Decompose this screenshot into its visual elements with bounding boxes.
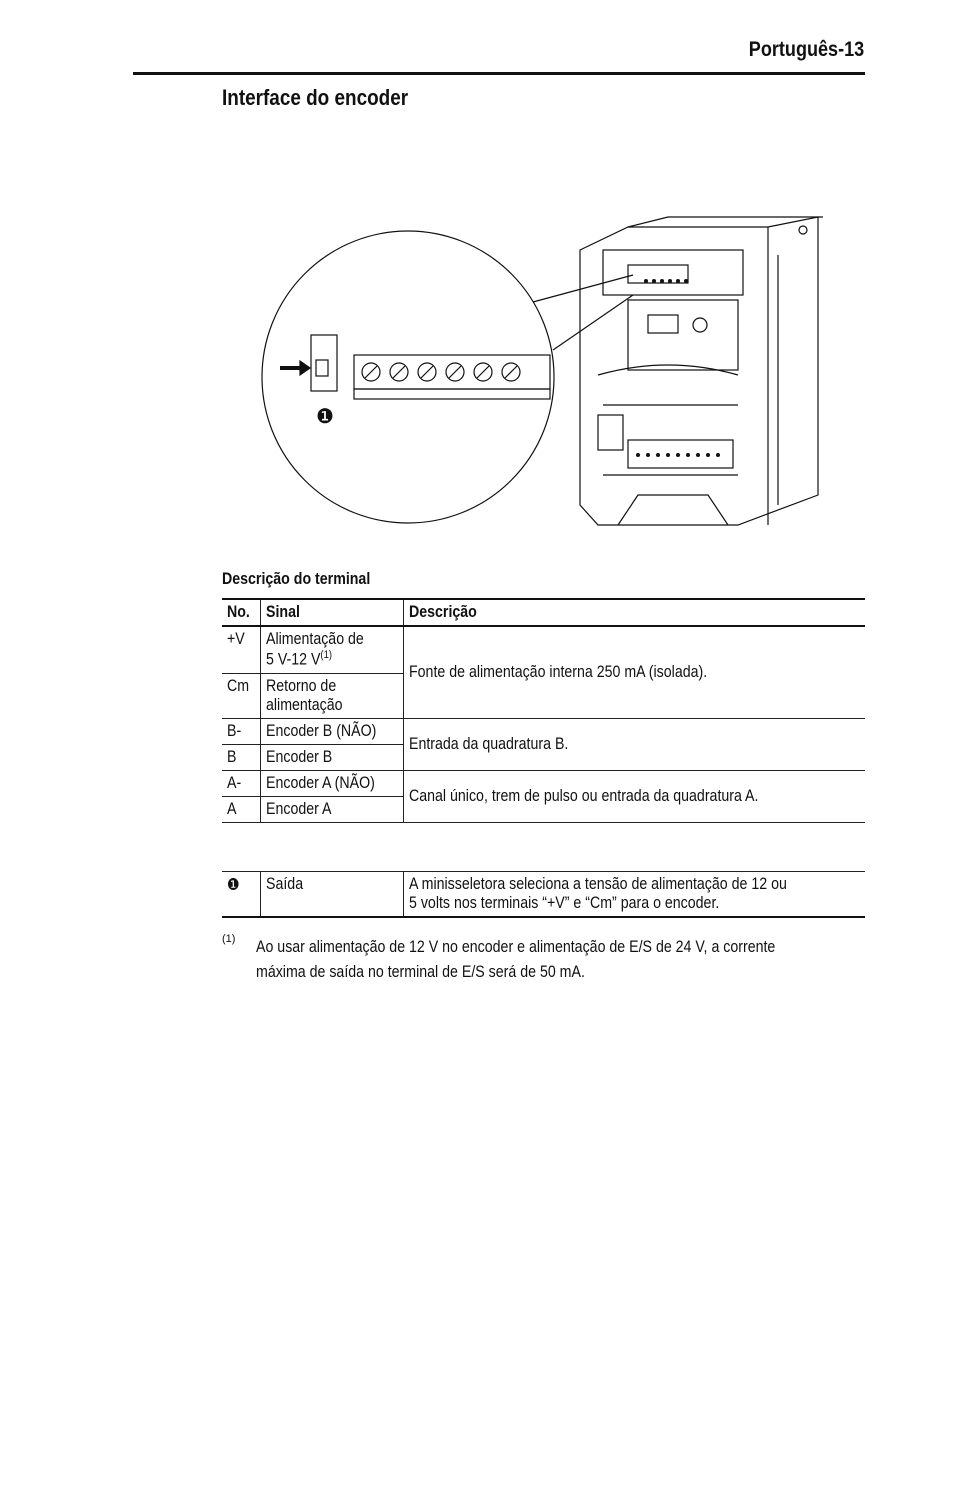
terminal-block	[354, 355, 550, 399]
terminal-signal: Encoder B (NÃO)	[261, 718, 404, 744]
terminal-description: Fonte de alimentação interna 250 mA (isolada).	[404, 626, 866, 718]
terminal-no: Cm	[222, 673, 261, 718]
footnote-line: Ao usar alimentação de 12 V no encoder e alimentação de E/S de 24 V, a corrente	[256, 938, 776, 956]
terminal-no: B	[222, 744, 261, 770]
terminal-signal: Encoder B	[261, 744, 404, 770]
table-row	[222, 718, 865, 744]
terminal-screws	[362, 363, 520, 381]
page-header	[730, 38, 864, 62]
dip-switch	[311, 335, 337, 391]
terminal-signal: Retorno de alimentação	[261, 673, 404, 718]
table-caption: Descrição do terminal	[222, 570, 371, 588]
footnote-ref: (1)	[320, 649, 333, 661]
magnifier-circle	[262, 231, 554, 523]
column-header-no: No.	[222, 599, 261, 626]
column-header-description: Descrição	[404, 599, 866, 626]
footnote-mark: (1)	[222, 933, 236, 945]
page-number: Português-13	[748, 38, 864, 61]
terminal-table	[222, 598, 865, 823]
terminal-signal: Encoder A	[261, 796, 404, 822]
table-row	[222, 770, 865, 796]
magnifier-line-top	[533, 275, 633, 302]
column-header-signal: Sinal	[261, 599, 404, 626]
encoder-figure	[258, 205, 833, 545]
terminal-no: B-	[222, 718, 261, 744]
header-rule	[133, 72, 865, 75]
terminal-no: +V	[222, 626, 261, 673]
terminal-signal: Saída	[261, 872, 404, 918]
terminal-no: A-	[222, 770, 261, 796]
terminal-description: A minisseletora seleciona a tensão de alimentação de 12 ou 5 volts nos terminais “+V” e “Cm” para o encoder.	[404, 872, 866, 918]
terminal-description: Entrada da quadratura B.	[404, 718, 866, 770]
callout-number: ❶	[316, 404, 334, 428]
table-row	[222, 626, 865, 673]
output-table	[222, 871, 865, 918]
terminal-description: Canal único, trem de pulso ou entrada da quadratura A.	[404, 770, 866, 822]
terminal-signal: Encoder A (NÃO)	[261, 770, 404, 796]
terminal-no: ❶	[222, 872, 261, 918]
table-header-row	[222, 599, 865, 626]
section-title: Interface do encoder	[222, 85, 409, 110]
drive-unit-drawing	[580, 217, 823, 525]
table-row	[222, 872, 865, 918]
terminal-no: A	[222, 796, 261, 822]
terminal-signal: Alimentação de 5 V-12 $V^{(1)}$	[261, 626, 404, 673]
magnifier-line-bottom	[553, 295, 633, 350]
footnote-line: máxima de saída no terminal de E/S será de 50 mA.	[256, 963, 585, 981]
